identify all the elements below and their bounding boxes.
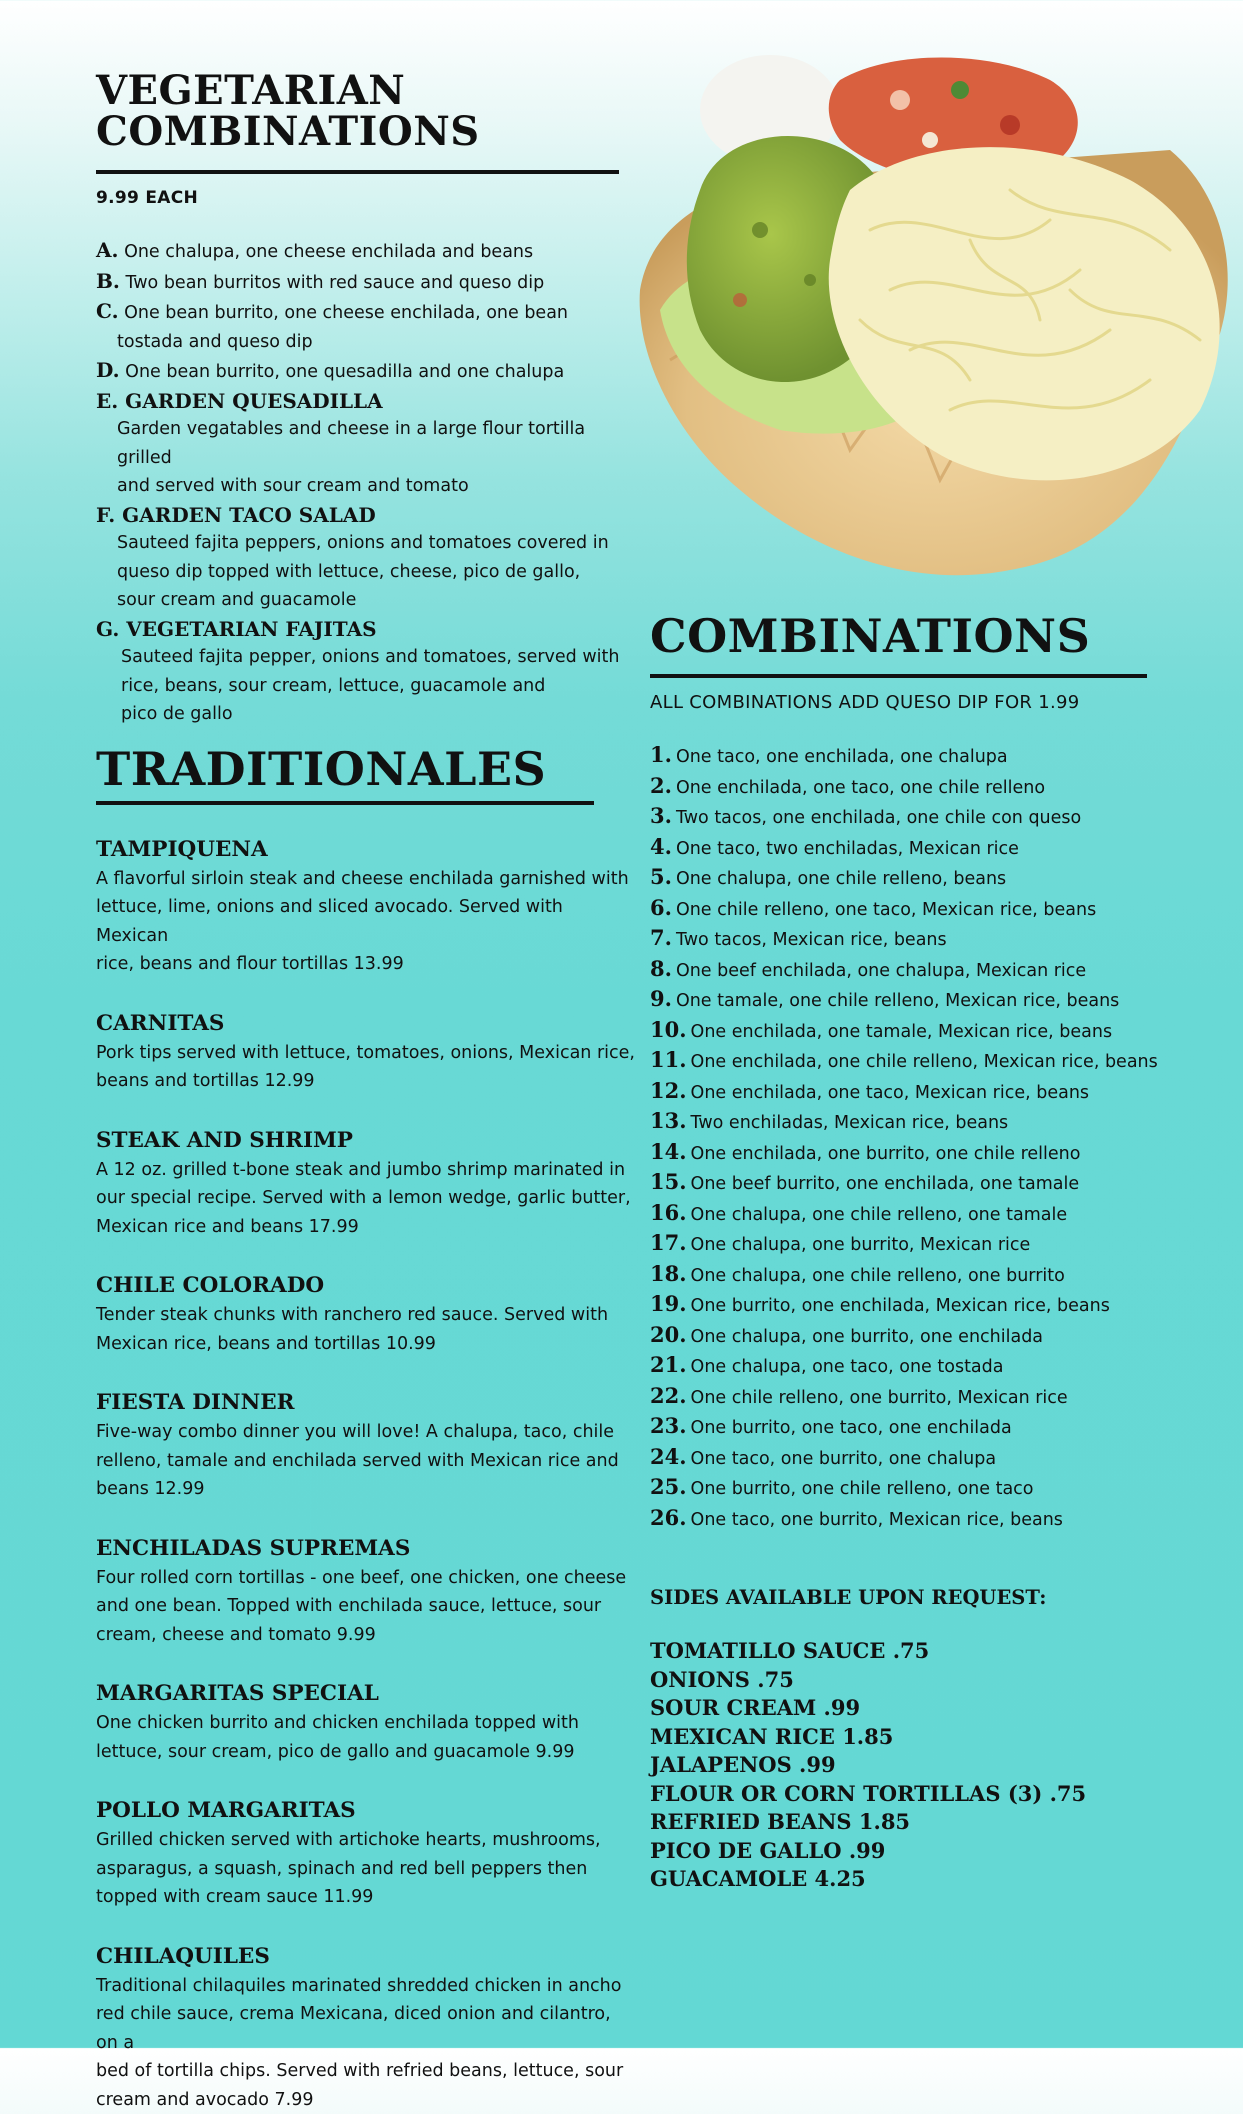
side-item: ONIONS .75 [650, 1666, 1150, 1695]
combo-item [650, 802, 1150, 833]
dish-desc-line: A flavorful sirloin steak and cheese enchilada garnished with [96, 865, 636, 894]
item-desc-line: pico de gallo [96, 700, 636, 729]
item-letter: C. [96, 299, 119, 323]
dish-item [96, 1942, 636, 2114]
item-letter: A. [96, 238, 118, 262]
item-letter: B. [96, 269, 120, 293]
combo-number: 1. [650, 742, 672, 767]
dish-desc-line: Four rolled corn tortillas - one beef, one chicken, one cheese [96, 1564, 636, 1593]
item-desc-line: Sauteed fajita pepper, onions and tomatoes, served with [96, 643, 636, 672]
combo-text: One chalupa, one chile relleno, one burrito [691, 1266, 1065, 1286]
combo-item [650, 1229, 1150, 1260]
dish-desc-line: Traditional chilaquiles marinated shredded chicken in ancho [96, 1972, 636, 2001]
side-item: TOMATILLO SAUCE .75 [650, 1637, 1150, 1666]
combo-item [650, 894, 1150, 925]
dish-desc-line: lettuce, sour cream, pico de gallo and guacamole 9.99 [96, 1738, 636, 1767]
item-text: One bean burrito, one cheese enchilada, one bean [124, 303, 568, 323]
vegetarian-title [96, 70, 636, 152]
combo-number: 16. [650, 1200, 687, 1225]
dish-desc-line: beans and tortillas 12.99 [96, 1067, 636, 1096]
dish-item [96, 1126, 636, 1242]
dish-item [96, 1679, 636, 1766]
item-desc-line: queso dip topped with lettuce, cheese, pico de gallo, [96, 558, 636, 587]
combo-text: One burrito, one enchilada, Mexican rice, beans [691, 1296, 1110, 1316]
combinations-list [650, 741, 1150, 1534]
dish-desc-line: lettuce, lime, onions and sliced avocado. Served with Mexican [96, 893, 636, 950]
traditionales-section [96, 743, 636, 2114]
dish-desc-line: and one bean. Topped with enchilada sauce, lettuce, sour [96, 1592, 636, 1621]
side-item: REFRIED BEANS 1.85 [650, 1808, 1150, 1837]
item-text: Two bean burritos with red sauce and queso dip [125, 273, 544, 293]
item-title: G. VEGETARIAN FAJITAS [96, 615, 636, 644]
combo-number: 6. [650, 895, 672, 920]
combo-number: 4. [650, 834, 672, 859]
combo-number: 20. [650, 1322, 687, 1347]
combo-number: 14. [650, 1139, 687, 1164]
combo-text: One beef burrito, one enchilada, one tamale [691, 1174, 1080, 1194]
combo-item [650, 985, 1150, 1016]
combo-item [650, 1443, 1150, 1474]
combo-number: 18. [650, 1261, 687, 1286]
combo-item [650, 772, 1150, 803]
vegetarian-title-line1: VEGETARIAN [96, 67, 405, 114]
combinations-title: COMBINATIONS [650, 610, 1150, 662]
combo-text: One beef enchilada, one chalupa, Mexican rice [676, 961, 1086, 981]
combo-text: Two enchiladas, Mexican rice, beans [691, 1113, 1009, 1133]
vegetarian-section [96, 70, 636, 729]
combo-text: One taco, one burrito, one chalupa [691, 1449, 997, 1469]
combo-text: One chalupa, one chile relleno, one tamale [691, 1205, 1068, 1225]
combo-item [650, 1077, 1150, 1108]
dish-title: TAMPIQUENA [96, 835, 636, 865]
combo-number: 7. [650, 925, 672, 950]
list-item [96, 356, 636, 387]
traditionales-divider [96, 801, 594, 805]
item-title: F. GARDEN TACO SALAD [96, 501, 636, 530]
dish-desc-line: our special recipe. Served with a lemon wedge, garlic butter, [96, 1184, 636, 1213]
vegetarian-list [96, 236, 636, 729]
combo-text: One enchilada, one burrito, one chile relleno [691, 1144, 1081, 1164]
combo-number: 13. [650, 1108, 687, 1133]
combo-text: One taco, two enchiladas, Mexican rice [676, 839, 1019, 859]
combo-number: 2. [650, 773, 672, 798]
combo-item [650, 1168, 1150, 1199]
combo-number: 17. [650, 1230, 687, 1255]
dish-title: POLLO MARGARITAS [96, 1796, 636, 1826]
item-text: One chalupa, one cheese enchilada and beans [124, 242, 533, 262]
combo-item [650, 1412, 1150, 1443]
right-column [650, 610, 1150, 1894]
dish-desc-line: cream, cheese and tomato 9.99 [96, 1621, 636, 1650]
dish-title: FIESTA DINNER [96, 1388, 636, 1418]
combo-number: 8. [650, 956, 672, 981]
combo-number: 21. [650, 1352, 687, 1377]
combo-text: One chalupa, one burrito, Mexican rice [691, 1235, 1031, 1255]
dish-desc-line: Mexican rice, beans and tortillas 10.99 [96, 1330, 636, 1359]
left-column [96, 70, 636, 2114]
dish-desc-line: asparagus, a squash, spinach and red bell peppers then [96, 1855, 636, 1884]
combo-number: 15. [650, 1169, 687, 1194]
sides-title: SIDES AVAILABLE UPON REQUEST: [650, 1586, 1150, 1609]
combo-text: One enchilada, one taco, one chile relleno [676, 778, 1045, 798]
combo-number: 19. [650, 1291, 687, 1316]
item-text: One bean burrito, one quesadilla and one chalupa [125, 362, 564, 382]
dish-desc-line: Grilled chicken served with artichoke hearts, mushrooms, [96, 1826, 636, 1855]
dish-title: CHILE COLORADO [96, 1271, 636, 1301]
combo-text: One chalupa, one taco, one tostada [691, 1357, 1004, 1377]
combinations-note: ALL COMBINATIONS ADD QUESO DIP FOR 1.99 [650, 692, 1150, 713]
dish-item [96, 1271, 636, 1358]
item-desc-line: Sauteed fajita peppers, onions and tomatoes covered in [96, 529, 636, 558]
combo-item [650, 1473, 1150, 1504]
combo-text: One enchilada, one taco, Mexican rice, beans [691, 1083, 1090, 1103]
combo-number: 12. [650, 1078, 687, 1103]
combo-text: One enchilada, one tamale, Mexican rice, beans [691, 1022, 1113, 1042]
dish-desc-line: rice, beans and flour tortillas 13.99 [96, 950, 636, 979]
item-desc-line: Garden vegatables and cheese in a large flour tortilla grilled [96, 415, 636, 472]
item-text-cont: tostada and queso dip [96, 328, 636, 357]
dish-desc-line: beans 12.99 [96, 1475, 636, 1504]
list-item [96, 387, 636, 501]
combo-text: One tamale, one chile relleno, Mexican rice, beans [676, 991, 1119, 1011]
dish-title: ENCHILADAS SUPREMAS [96, 1534, 636, 1564]
dish-item [96, 1388, 636, 1504]
combo-number: 5. [650, 864, 672, 889]
combo-item [650, 1138, 1150, 1169]
sides-list [650, 1637, 1150, 1894]
combo-text: Two tacos, Mexican rice, beans [676, 930, 947, 950]
list-item [96, 615, 636, 729]
combo-item [650, 955, 1150, 986]
dish-desc-line: Mexican rice and beans 17.99 [96, 1213, 636, 1242]
combo-item [650, 1504, 1150, 1535]
combo-item [650, 1260, 1150, 1291]
dish-desc-line: bed of tortilla chips. Served with refried beans, lettuce, sour [96, 2057, 636, 2086]
dish-desc-line: Five-way combo dinner you will love! A chalupa, taco, chile [96, 1418, 636, 1447]
item-desc-line: rice, beans, sour cream, lettuce, guacamole and [96, 672, 636, 701]
list-item [96, 236, 636, 267]
list-item [96, 297, 636, 356]
combo-text: One chile relleno, one burrito, Mexican rice [691, 1388, 1068, 1408]
dish-desc-line: red chile sauce, crema Mexicana, diced onion and cilantro, on a [96, 2000, 636, 2057]
item-letter: D. [96, 358, 120, 382]
dish-title: CARNITAS [96, 1009, 636, 1039]
combo-number: 9. [650, 986, 672, 1011]
combo-text: One burrito, one chile relleno, one taco [691, 1479, 1034, 1499]
combo-text: Two tacos, one enchilada, one chile con queso [676, 808, 1081, 828]
combo-number: 26. [650, 1505, 687, 1530]
dish-desc-line: Tender steak chunks with ranchero red sauce. Served with [96, 1301, 636, 1330]
combo-item [650, 924, 1150, 955]
item-desc-line: sour cream and guacamole [96, 586, 636, 615]
dish-item [96, 1534, 636, 1650]
list-item [96, 501, 636, 615]
dish-desc-line: cream and avocado 7.99 [96, 2086, 636, 2114]
list-item [96, 267, 636, 298]
side-item: FLOUR OR CORN TORTILLAS (3) .75 [650, 1780, 1150, 1809]
combo-text: One taco, one burrito, Mexican rice, beans [691, 1510, 1063, 1530]
combo-item [650, 1199, 1150, 1230]
vegetarian-price: 9.99 EACH [96, 188, 636, 208]
dish-item [96, 835, 636, 979]
dish-title: CHILAQUILES [96, 1942, 636, 1972]
vegetarian-divider [96, 170, 619, 174]
combo-item [650, 1046, 1150, 1077]
combo-item [650, 1016, 1150, 1047]
combo-item [650, 1321, 1150, 1352]
combo-text: One burrito, one taco, one enchilada [691, 1418, 1012, 1438]
combo-text: One chalupa, one chile relleno, beans [676, 869, 1006, 889]
combo-text: One taco, one enchilada, one chalupa [676, 747, 1008, 767]
dish-desc-line: relleno, tamale and enchilada served with Mexican rice and [96, 1447, 636, 1476]
combo-number: 22. [650, 1383, 687, 1408]
dish-title: STEAK AND SHRIMP [96, 1126, 636, 1156]
dish-desc-line: A 12 oz. grilled t-bone steak and jumbo shrimp marinated in [96, 1156, 636, 1185]
combo-number: 3. [650, 803, 672, 828]
combo-item [650, 1382, 1150, 1413]
combo-item [650, 741, 1150, 772]
side-item: MEXICAN RICE 1.85 [650, 1723, 1150, 1752]
vegetarian-title-line2: COMBINATIONS [96, 108, 480, 155]
item-desc-line: and served with sour cream and tomato [96, 472, 636, 501]
combo-item [650, 1290, 1150, 1321]
combo-text: One chile relleno, one taco, Mexican rice, beans [676, 900, 1096, 920]
combo-number: 10. [650, 1017, 687, 1042]
combo-text: One enchilada, one chile relleno, Mexican rice, beans [691, 1052, 1158, 1072]
side-item: JALAPENOS .99 [650, 1751, 1150, 1780]
combo-item [650, 833, 1150, 864]
combo-text: One chalupa, one burrito, one enchilada [691, 1327, 1044, 1347]
taco-salad-photo [610, 30, 1243, 590]
combinations-divider [650, 674, 1147, 678]
traditionales-title: TRADITIONALES [96, 743, 636, 795]
side-item: PICO DE GALLO .99 [650, 1837, 1150, 1866]
combo-item [650, 863, 1150, 894]
dish-desc-line: Pork tips served with lettuce, tomatoes, onions, Mexican rice, [96, 1039, 636, 1068]
dish-desc-line: One chicken burrito and chicken enchilada topped with [96, 1709, 636, 1738]
dish-desc-line: topped with cream sauce 11.99 [96, 1883, 636, 1912]
side-item: GUACAMOLE 4.25 [650, 1865, 1150, 1894]
combo-number: 23. [650, 1413, 687, 1438]
combo-number: 24. [650, 1444, 687, 1469]
dish-item [96, 1796, 636, 1912]
item-title: E. GARDEN QUESADILLA [96, 387, 636, 416]
side-item: SOUR CREAM .99 [650, 1694, 1150, 1723]
combo-item [650, 1107, 1150, 1138]
combo-item [650, 1351, 1150, 1382]
dish-item [96, 1009, 636, 1096]
combo-number: 11. [650, 1047, 687, 1072]
combo-number: 25. [650, 1474, 687, 1499]
dish-title: MARGARITAS SPECIAL [96, 1679, 636, 1709]
